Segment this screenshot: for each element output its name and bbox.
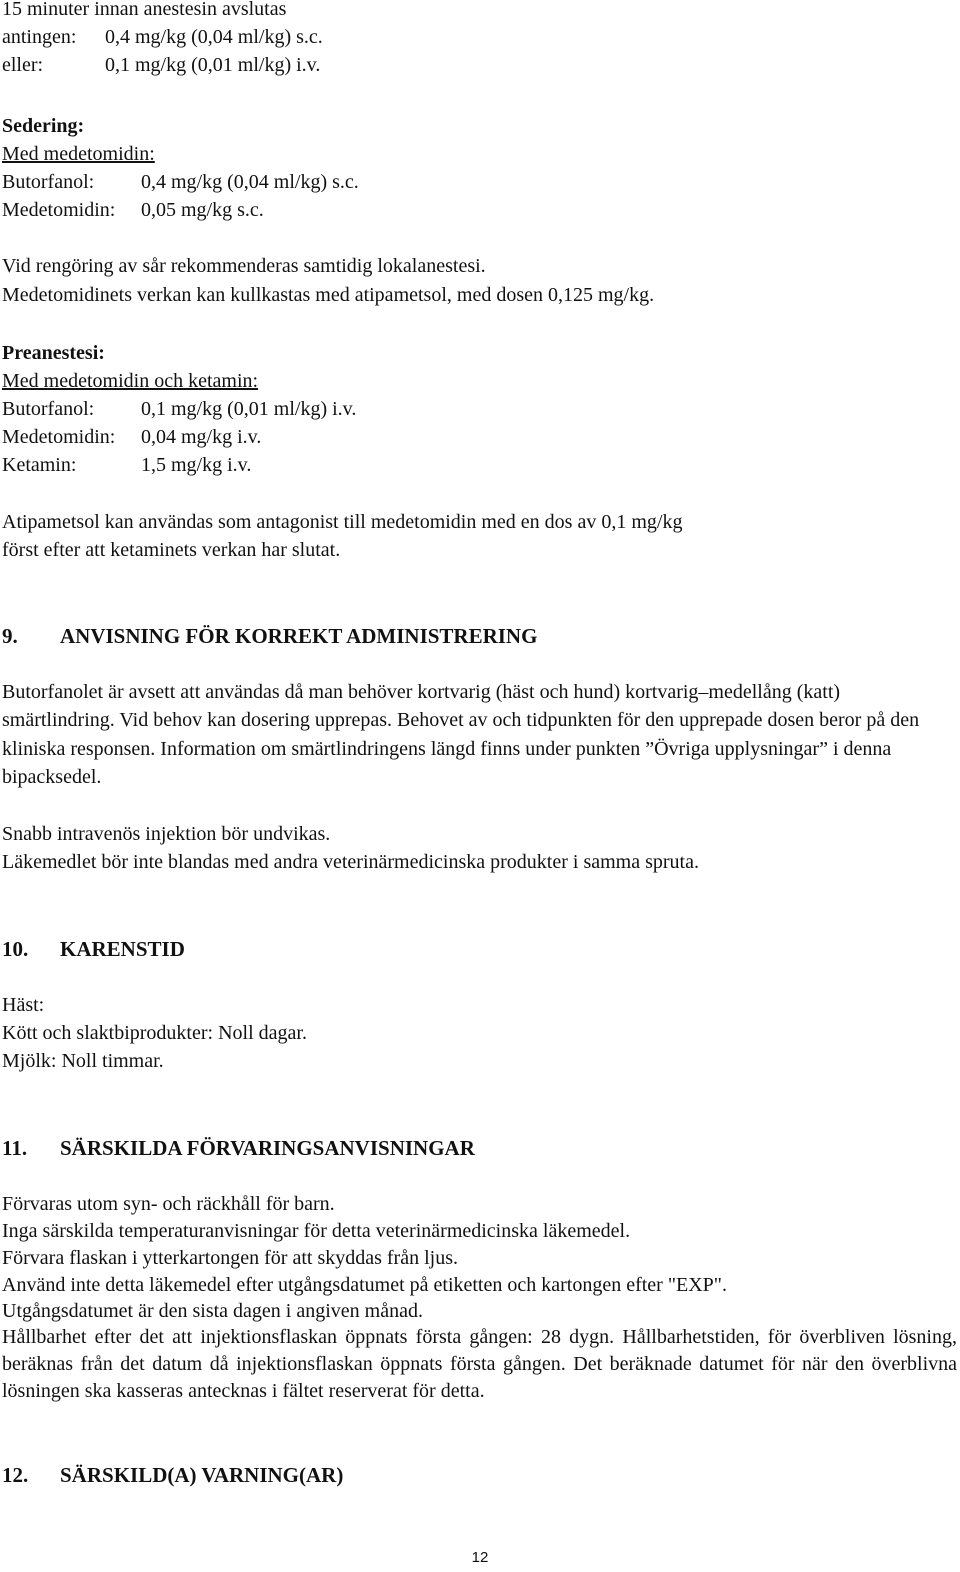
dose-row: [2, 397, 356, 421]
section-heading: [2, 937, 185, 961]
section-title: SÄRSKILD(A) VARNING(AR): [60, 1463, 344, 1487]
dose-value: 0,1 mg/kg (0,01 ml/kg) i.v.: [141, 398, 357, 420]
dose-label: Butorfanol:: [2, 398, 95, 420]
preanestesi-subheading: Med medetomidin och ketamin:: [2, 370, 259, 392]
dose-value: 0,4 mg/kg (0,04 ml/kg) s.c.: [105, 26, 323, 48]
text-line: först efter att ketaminets verkan har slutat.: [2, 539, 341, 561]
section-heading: [2, 1136, 475, 1160]
text-line: Mjölk: Noll timmar.: [2, 1050, 164, 1072]
text-line: Medetomidinets verkan kan kullkastas med atipametsol, med dosen 0,125 mg/kg.: [2, 284, 655, 306]
text-line: Utgångsdatumet är den sista dagen i angiven månad.: [2, 1300, 423, 1322]
section-number: 12.: [2, 1463, 29, 1487]
text-line: Snabb intravenös injektion bör undvikas.: [2, 823, 331, 845]
section-heading: [2, 1463, 343, 1487]
section-title: SÄRSKILDA FÖRVARINGSANVISNINGAR: [60, 1136, 475, 1160]
dose-label: eller:: [2, 54, 44, 76]
section-number: 11.: [2, 1136, 28, 1160]
section-heading: [2, 624, 537, 648]
dose-label: Medetomidin:: [2, 426, 116, 448]
section-number: 10.: [2, 937, 29, 961]
text-line: Kött och slaktbiprodukter: Noll dagar.: [2, 1022, 307, 1044]
text-line: 15 minuter innan anestesin avslutas: [2, 0, 287, 20]
page-number: 12: [471, 1549, 489, 1566]
text-line: Vid rengöring av sår rekommenderas samtidig lokalanestesi.: [2, 255, 486, 277]
text-line: Atipametsol kan användas som antagonist till medetomidin med en dos av 0,1 mg/kg: [2, 511, 683, 533]
text-line: Läkemedlet bör inte blandas med andra veterinärmedicinska produkter i samma spruta.: [2, 851, 699, 873]
dose-row: [2, 453, 251, 477]
section-number: 9.: [2, 624, 18, 648]
paragraph: Butorfanolet är avsett att användas då man behöver kortvarig (häst och hund) kortvarig–medellång (katt) smärtlindring. Vid behov kan dosering upprepas. Behovet av och tidpunkten för den upprepade dosen beror på den kliniska responsen. Information om smärtlindringens längd finns under punkten ”Övriga upplysningar” i denna bipacksedel.: [2, 681, 920, 789]
sedering-subheading: Med medetomidin:: [2, 143, 155, 165]
section-title: KARENSTID: [60, 937, 185, 961]
sedering-heading: Sedering:: [2, 115, 85, 137]
dose-value: 0,04 mg/kg i.v.: [141, 426, 262, 448]
dose-value: 0,05 mg/kg s.c.: [141, 199, 264, 221]
text-line: Förvaras utom syn- och räckhåll för barn.: [2, 1193, 335, 1215]
text-line: Häst:: [2, 994, 45, 1016]
text-line: Inga särskilda temperaturanvisningar för detta veterinärmedicinska läkemedel.: [2, 1220, 631, 1242]
dose-value: 0,1 mg/kg (0,01 ml/kg) i.v.: [105, 54, 321, 76]
dose-label: Ketamin:: [2, 454, 77, 476]
dose-row: [2, 53, 320, 77]
dose-row: [2, 170, 359, 194]
dose-label: Medetomidin:: [2, 199, 116, 221]
dose-row: [2, 198, 264, 222]
text-line: Förvara flaskan i ytterkartongen för att skyddas från ljus.: [2, 1247, 458, 1269]
dose-row: [2, 425, 261, 449]
preanestesi-heading: Preanestesi:: [2, 342, 105, 364]
dose-label: Butorfanol:: [2, 171, 95, 193]
text-line: Använd inte detta läkemedel efter utgångsdatumet på etiketten och kartongen efter "EXP".: [2, 1274, 727, 1296]
section-title: ANVISNING FÖR KORREKT ADMINISTRERING: [60, 624, 538, 648]
dose-row: [2, 25, 323, 49]
dose-value: 1,5 mg/kg i.v.: [141, 454, 252, 476]
dose-value: 0,4 mg/kg (0,04 ml/kg) s.c.: [141, 171, 359, 193]
dose-label: antingen:: [2, 26, 77, 48]
paragraph: Hållbarhet efter det att injektionsflaskan öppnats första gången: 28 dygn. Hållbarhetstiden, för överbliven lösning, beräknas från det datum då injektionsflaskan öppnats första gången. Det beräknade datumet för när den överblivna lösningen ska kasseras antecknas i fältet reserverat för detta.: [2, 1326, 957, 1402]
